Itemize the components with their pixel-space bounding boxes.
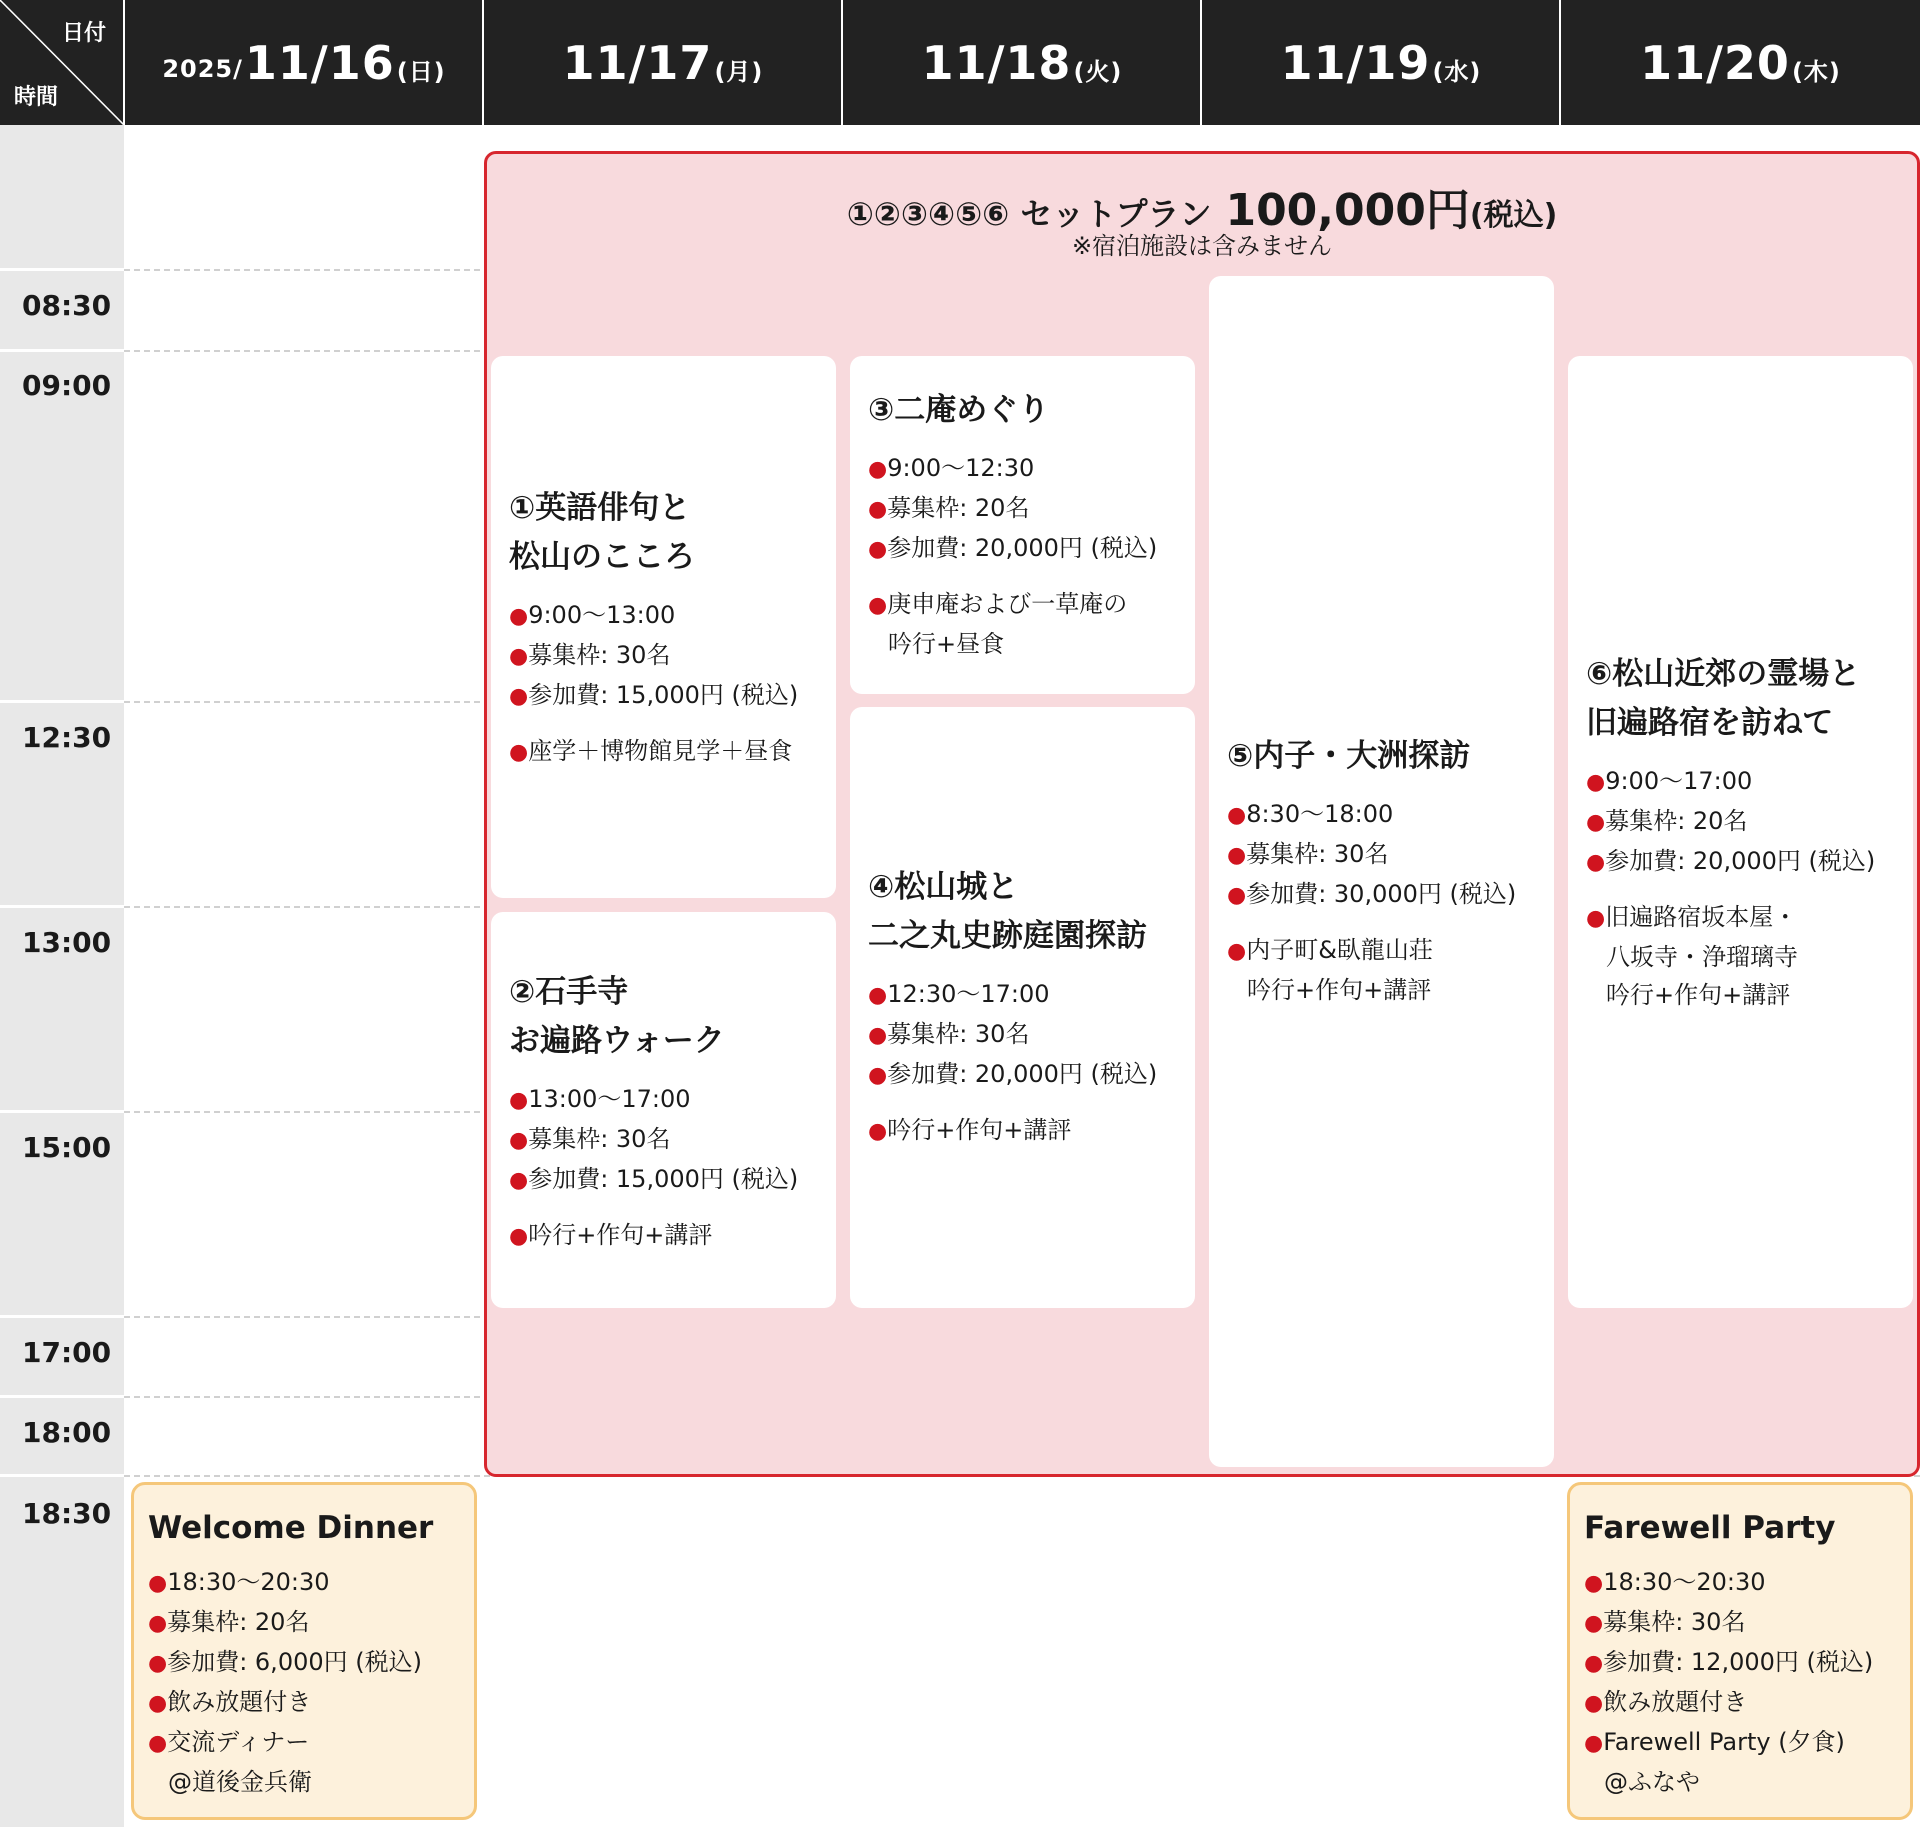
event-title: 松山のこころ xyxy=(509,539,695,575)
event-fee: 参加費: 20,000円 (税込) xyxy=(1605,847,1876,875)
event-title: ⑤内子・大洲探訪 xyxy=(1227,738,1471,774)
day-header-1118 xyxy=(843,0,1201,125)
event-drink: 飲み放題付き xyxy=(167,1688,312,1716)
event-capacity: 募集枠: 20名 xyxy=(887,494,1030,522)
event-title: Welcome Dinner xyxy=(148,1510,434,1546)
welcome-dinner-card[interactable] xyxy=(131,1482,477,1820)
event-time: 18:30〜20:30 xyxy=(1603,1568,1766,1596)
bullet-icon: ● xyxy=(1584,1731,1604,1756)
bullet-icon: ● xyxy=(1227,883,1247,908)
bullet-icon: ● xyxy=(509,1128,529,1153)
day-date: 11/19 xyxy=(1280,35,1431,90)
bullet-icon: ● xyxy=(868,1119,888,1144)
event-desc: Farewell Party (夕食) xyxy=(1603,1728,1845,1756)
day-date: 11/17 xyxy=(562,35,713,90)
event-card-5[interactable] xyxy=(1209,276,1554,1467)
day-date: 11/16 xyxy=(244,35,395,90)
event-title: ②石手寺 xyxy=(509,974,629,1010)
event-card-1[interactable] xyxy=(491,356,836,898)
event-title: ⑥松山近郊の霊場と xyxy=(1586,656,1861,692)
event-desc: 交流ディナー xyxy=(167,1728,310,1756)
bullet-icon: ● xyxy=(148,1731,168,1756)
bullet-icon: ● xyxy=(1584,1611,1604,1636)
set-plan-note: ※宿泊施設は含みません xyxy=(1071,232,1333,260)
event-fee: 参加費: 30,000円 (税込) xyxy=(1246,880,1517,908)
event-capacity: 募集枠: 30名 xyxy=(528,1125,671,1153)
bullet-icon: ● xyxy=(148,1611,168,1636)
day-header-1116 xyxy=(125,0,483,125)
day-header-1119 xyxy=(1202,0,1560,125)
event-title: 二之丸史跡庭園探訪 xyxy=(868,918,1147,954)
event-fee: 参加費: 20,000円 (税込) xyxy=(887,1060,1158,1088)
event-desc: 旧遍路宿坂本屋・ xyxy=(1605,903,1798,931)
time-divider xyxy=(0,1474,124,1477)
event-desc: 吟行+作句+講評 xyxy=(887,1116,1072,1144)
time-label: 13:00 xyxy=(22,926,112,959)
event-desc: 八坂寺・浄瑠璃寺 xyxy=(1606,943,1798,971)
time-divider xyxy=(0,700,124,703)
corner-time-label: 時間 xyxy=(14,85,59,110)
set-plan-price: 100,000円 xyxy=(1225,185,1470,236)
event-desc: 吟行+作句+講評 xyxy=(1247,976,1432,1004)
bullet-icon: ● xyxy=(868,1023,888,1048)
bullet-icon: ● xyxy=(509,1224,529,1249)
event-card-2[interactable] xyxy=(491,912,836,1308)
event-capacity: 募集枠: 20名 xyxy=(1605,807,1748,835)
day-dow: (日) xyxy=(396,58,446,86)
day-dow: (月) xyxy=(714,58,764,86)
bullet-icon: ● xyxy=(1227,803,1247,828)
event-capacity: 募集枠: 30名 xyxy=(528,641,671,669)
day-header-1117 xyxy=(484,0,842,125)
day-header-1120 xyxy=(1561,0,1920,125)
set-plan-tax: (税込) xyxy=(1469,198,1558,233)
event-fee: 参加費: 6,000円 (税込) xyxy=(167,1648,422,1676)
event-desc: 吟行+昼食 xyxy=(888,630,1005,658)
bullet-icon: ● xyxy=(868,457,888,482)
event-fee: 参加費: 15,000円 (税込) xyxy=(528,681,799,709)
event-title: 旧遍路宿を訪ねて xyxy=(1586,705,1834,741)
time-label: 09:00 xyxy=(22,369,112,402)
event-desc: 座学＋博物館見学＋昼食 xyxy=(528,737,793,765)
event-card-3[interactable] xyxy=(850,356,1195,694)
time-label: 18:30 xyxy=(22,1497,112,1530)
event-fee: 参加費: 20,000円 (税込) xyxy=(887,534,1158,562)
event-title: ③二庵めぐり xyxy=(868,392,1050,428)
schedule-header xyxy=(0,0,1920,125)
bullet-icon: ● xyxy=(1586,850,1606,875)
event-title: ①英語俳句と xyxy=(509,490,691,526)
time-divider xyxy=(0,1395,124,1398)
header-corner xyxy=(0,0,124,125)
farewell-party-card[interactable] xyxy=(1567,1482,1913,1820)
event-title: Farewell Party xyxy=(1584,1510,1836,1546)
bullet-icon: ● xyxy=(509,644,529,669)
bullet-icon: ● xyxy=(148,1651,168,1676)
bullet-icon: ● xyxy=(868,983,888,1008)
event-time: 18:30〜20:30 xyxy=(167,1568,330,1596)
time-divider xyxy=(0,268,124,271)
bullet-icon: ● xyxy=(509,1168,529,1193)
event-desc: 吟行+作句+講評 xyxy=(528,1221,713,1249)
bullet-icon: ● xyxy=(1584,1571,1604,1596)
event-time: 9:00〜12:30 xyxy=(887,454,1035,482)
bullet-icon: ● xyxy=(868,593,888,618)
event-card-6[interactable] xyxy=(1568,356,1913,1308)
event-drink: 飲み放題付き xyxy=(1603,1688,1748,1716)
day-date: 11/20 xyxy=(1640,35,1790,90)
bullet-icon: ● xyxy=(1227,939,1247,964)
event-capacity: 募集枠: 20名 xyxy=(167,1608,310,1636)
event-time: 9:00〜17:00 xyxy=(1605,767,1753,795)
bullet-icon: ● xyxy=(1584,1651,1604,1676)
bullet-icon: ● xyxy=(1227,843,1247,868)
event-title: お遍路ウォーク xyxy=(509,1023,725,1059)
event-capacity: 募集枠: 30名 xyxy=(1246,840,1389,868)
bullet-icon: ● xyxy=(868,537,888,562)
time-label: 15:00 xyxy=(22,1131,112,1164)
bullet-icon: ● xyxy=(868,497,888,522)
time-label: 12:30 xyxy=(22,721,112,754)
event-capacity: 募集枠: 30名 xyxy=(1603,1608,1746,1636)
event-time: 13:00〜17:00 xyxy=(528,1085,691,1113)
time-label: 17:00 xyxy=(22,1336,112,1369)
bullet-icon: ● xyxy=(1586,810,1606,835)
event-capacity: 募集枠: 30名 xyxy=(887,1020,1030,1048)
time-label: 18:00 xyxy=(22,1416,112,1449)
time-label: 08:30 xyxy=(22,289,112,322)
event-time: 12:30〜17:00 xyxy=(887,980,1050,1008)
event-venue: @道後金兵衛 xyxy=(168,1768,312,1796)
bullet-icon: ● xyxy=(1584,1691,1604,1716)
event-venue: @ふなや xyxy=(1604,1768,1700,1796)
set-plan-label: ①②③④⑤⑥ セットプラン xyxy=(846,195,1212,233)
bullet-icon: ● xyxy=(148,1571,168,1596)
time-divider xyxy=(0,349,124,352)
day-year: 2025/ xyxy=(162,54,243,83)
time-divider xyxy=(0,1110,124,1113)
event-card-4[interactable] xyxy=(850,707,1195,1308)
day-dow: (水) xyxy=(1432,58,1482,86)
bullet-icon: ● xyxy=(509,740,529,765)
bullet-icon: ● xyxy=(509,1088,529,1113)
day-dow: (木) xyxy=(1791,58,1841,86)
bullet-icon: ● xyxy=(148,1691,168,1716)
event-time: 8:30〜18:00 xyxy=(1246,800,1394,828)
bullet-icon: ● xyxy=(509,684,529,709)
time-divider xyxy=(0,905,124,908)
event-fee: 参加費: 15,000円 (税込) xyxy=(528,1165,799,1193)
bullet-icon: ● xyxy=(1586,770,1606,795)
day-dow: (火) xyxy=(1073,58,1123,86)
corner-date-label: 日付 xyxy=(62,21,107,46)
time-divider xyxy=(0,1315,124,1318)
bullet-icon: ● xyxy=(868,1063,888,1088)
event-fee: 参加費: 12,000円 (税込) xyxy=(1603,1648,1874,1676)
event-time: 9:00〜13:00 xyxy=(528,601,676,629)
event-title: ④松山城と xyxy=(868,869,1019,905)
bullet-icon: ● xyxy=(1586,906,1606,931)
event-desc: 庚申庵および一草庵の xyxy=(887,590,1128,618)
event-desc: 吟行+作句+講評 xyxy=(1606,981,1791,1009)
event-desc: 内子町&臥龍山荘 xyxy=(1246,936,1433,964)
bullet-icon: ● xyxy=(509,604,529,629)
day-date: 11/18 xyxy=(921,35,1072,90)
